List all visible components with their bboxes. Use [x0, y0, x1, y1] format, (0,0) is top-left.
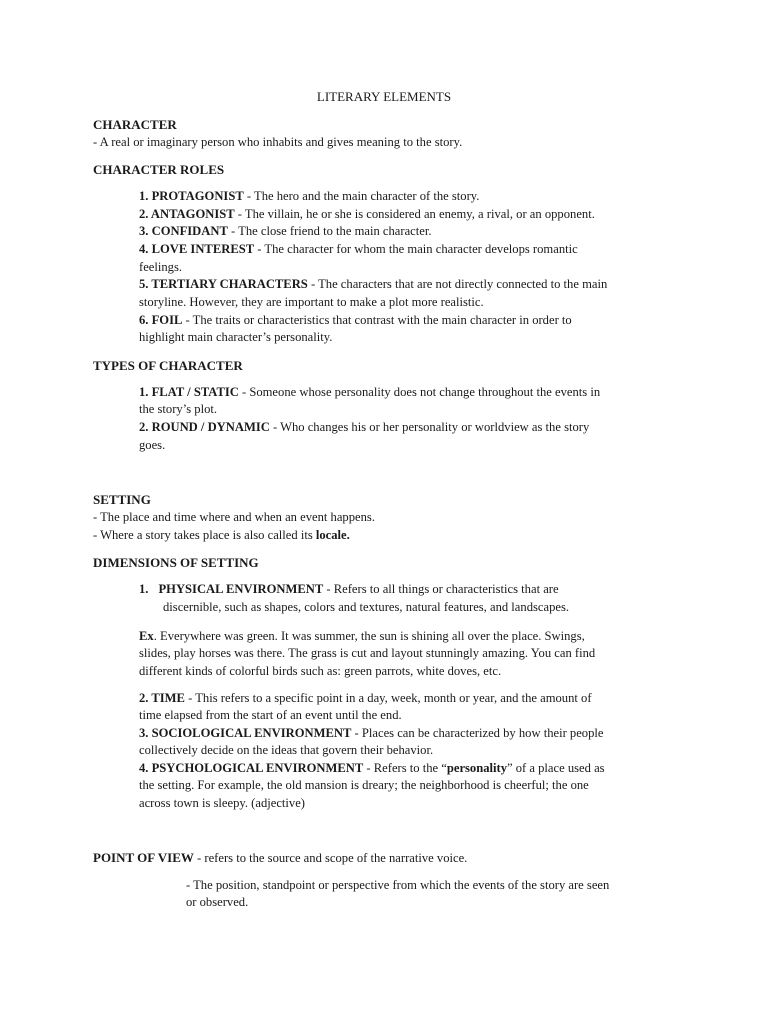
dimensions-heading: DIMENSIONS OF SETTING	[93, 555, 259, 570]
role-item: 5. TERTIARY CHARACTERS - The characters that are not directly connected to the main	[139, 277, 608, 291]
dimension-item-continuation: the setting. For example, the old mansion is dreary; the neighborhood is cheerful; the one	[139, 778, 589, 792]
role-item-continuation: feelings.	[139, 260, 183, 274]
dimension-item: 4. PSYCHOLOGICAL ENVIRONMENT - Refers to the “personality” of a place used as	[139, 761, 605, 775]
role-item: 6. FOIL - The traits or characteristics that contrast with the main character in order to	[139, 313, 572, 327]
role-item: 3. CONFIDANT - The close friend to the main character.	[139, 224, 432, 238]
type-item: 2. ROUND / DYNAMIC - Who changes his or her personality or worldview as the story	[139, 420, 590, 434]
role-item-continuation: highlight main character’s personality.	[139, 330, 333, 344]
dimension-item-continuation: time elapsed from the start of an event until the end.	[139, 708, 402, 722]
setting-line: - Where a story takes place is also called its locale.	[93, 528, 350, 542]
dimension-item: 3. SOCIOLOGICAL ENVIRONMENT - Places can be characterized by how their people	[139, 726, 604, 740]
role-item: 2. ANTAGONIST - The villain, he or she is considered an enemy, a rival, or an opponent.	[139, 207, 595, 221]
character-roles-heading: CHARACTER ROLES	[93, 162, 225, 177]
dimension-item: 1. PHYSICAL ENVIRONMENT - Refers to all things or characteristics that are	[139, 582, 559, 596]
type-item-continuation: goes.	[139, 438, 166, 452]
setting-line: - The place and time where and when an event happens.	[93, 510, 375, 524]
role-item: 4. LOVE INTEREST - The character for whom the main character develops romantic	[139, 242, 578, 256]
point-of-view-sub: or observed.	[186, 895, 249, 909]
dimension-item-continuation: discernible, such as shapes, colors and textures, natural features, and landscapes.	[163, 600, 570, 614]
example-line: different kinds of colorful birds such as: green parrots, white doves, etc.	[139, 664, 502, 678]
dimension-item: 2. TIME - This refers to a specific point in a day, week, month or year, and the amount of	[139, 691, 592, 705]
point-of-view-sub: - The position, standpoint or perspective from which the events of the story are seen	[186, 878, 610, 892]
document-title: LITERARY ELEMENTS	[316, 89, 452, 104]
example-line: slides, play horses was there. The grass is cut and layout stunningly amazing. You can find	[139, 646, 596, 660]
dimension-item-continuation: across town is sleepy. (adjective)	[139, 796, 305, 810]
type-item: 1. FLAT / STATIC - Someone whose personality does not change throughout the events in	[139, 385, 601, 399]
character-definition: - A real or imaginary person who inhabits and gives meaning to the story.	[93, 135, 463, 149]
types-of-character-heading: TYPES OF CHARACTER	[93, 358, 243, 373]
example-line: Ex. Everywhere was green. It was summer, the sun is shining all over the place. Swings,	[139, 629, 585, 643]
setting-heading: SETTING	[93, 492, 151, 507]
role-item: 1. PROTAGONIST - The hero and the main character of the story.	[139, 189, 480, 203]
role-item-continuation: storyline. However, they are important to make a plot more realistic.	[139, 295, 484, 309]
character-heading: CHARACTER	[93, 117, 177, 132]
dimension-item-continuation: collectively decide on the ideas that govern their behavior.	[139, 743, 434, 757]
type-item-continuation: the story’s plot.	[139, 402, 218, 416]
point-of-view-line: POINT OF VIEW - refers to the source and scope of the narrative voice.	[93, 850, 468, 865]
